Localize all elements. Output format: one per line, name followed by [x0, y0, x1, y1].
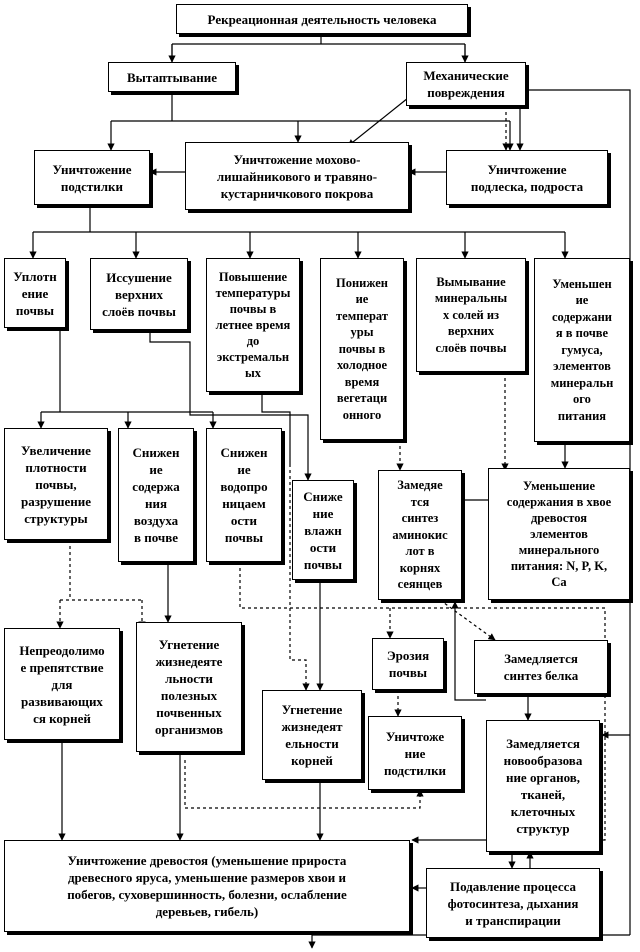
node-mechanical: Механические повреждения	[406, 62, 526, 106]
node-protein-slow: Замедляется синтез белка	[474, 640, 608, 694]
node-density: Увеличение плотности почвы, разрушение структуры	[4, 428, 108, 540]
node-amino-slow: Замедяе тся синтез аминокис лот в корнях сеянцев	[378, 470, 462, 600]
node-litter-destroy: Уничтожение подстилки	[34, 150, 150, 205]
node-drying: Иссушение верхних слоёв почвы	[90, 258, 188, 330]
node-roots-inhibit: Угнетение жизнедеят ельности корней	[262, 690, 362, 780]
connector-root	[172, 34, 465, 62]
connector-compaction	[41, 325, 213, 412]
node-compaction: Уплотн ение почвы	[4, 258, 66, 328]
node-air-decrease: Снижен ие содержа ния воздуха в почве	[118, 428, 194, 562]
node-litter-destroy-2: Уничтоже ние подстилки	[368, 716, 462, 790]
node-stand-destroy: Уничтожение древостоя (уменьшение прироста древесного яруса, уменьшение размеров хвои и побегов, суховершинность, болезни, ослабление деревьев, гибель)	[4, 840, 410, 932]
node-temp-up: Повышение температуры почвы в летнее время до экстремальн ых	[206, 258, 300, 392]
node-leaching: Вымывание минеральны х солей из верхних слоёв почвы	[416, 258, 526, 372]
node-permeability: Снижен ие водопро ницаем ости почвы	[206, 428, 282, 562]
node-organs-slow: Замедляется новообразова ние органов, тканей, клеточных структур	[486, 720, 600, 852]
node-organisms-inhibit: Угнетение жизнедеяте льности полезных почвенных организмов	[136, 622, 242, 752]
node-humus-decrease: Уменьшен ие содержани я в почве гумуса, элементов минеральн ого питания	[534, 258, 630, 442]
arrow-mechanical-moss	[348, 98, 408, 146]
node-moss-destroy: Уничтожение мохово- лишайникового и травяно- кустарничкового покрова	[185, 142, 409, 210]
node-root-obstacle: Непреодолимо е препятствие для развивающих ся корней	[4, 628, 120, 740]
dashed-amino-protein	[440, 600, 495, 640]
node-needles-decrease: Уменьшение содержания в хвое древостоя элементов минерального питания: N, P, K, Ca	[488, 468, 630, 600]
node-moisture: Сниже ние влажн ости почвы	[292, 480, 354, 580]
node-erosion: Эрозия почвы	[372, 638, 444, 690]
node-temp-down: Понижен ие температ уры почвы в холодное время вегетаци онного	[320, 258, 404, 440]
node-undergrowth-destroy: Уничтожение подлеска, подроста	[446, 150, 608, 205]
node-photo-suppress: Подавление процесса фотосинтеза, дыхания и транспирации	[426, 868, 600, 938]
node-trampling: Вытаптывание	[108, 62, 236, 92]
node-root: Рекреационная деятельность человека	[176, 4, 468, 34]
